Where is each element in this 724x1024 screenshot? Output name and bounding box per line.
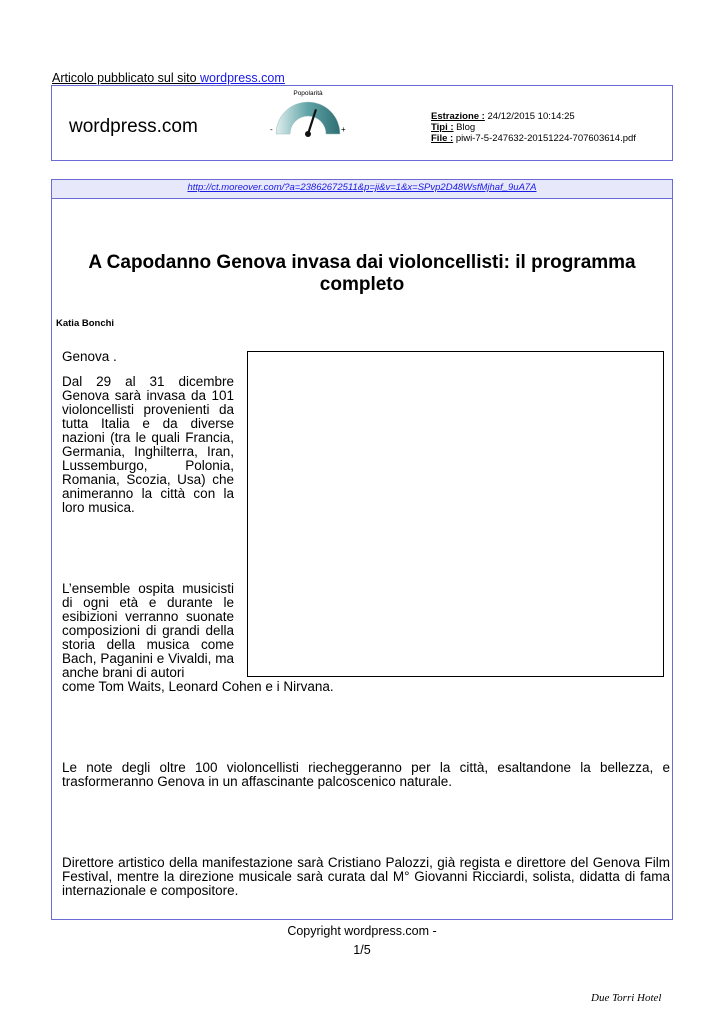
paragraph-notes: Le note degli oltre 100 violoncellisti riecheggeranno per la città, esaltandone la bellezza, e trasformeranno Genova in un affascinante palcoscenico naturale. — [62, 760, 670, 789]
tipi-value: Blog — [456, 122, 476, 133]
article-title: A Capodanno Genova invasa dai violoncellisti: il programma completo — [88, 252, 636, 295]
file-label: File : — [431, 133, 454, 144]
gauge-plus: + — [341, 125, 346, 134]
signature: Due Torri Hotel — [591, 992, 662, 1004]
article-url-bar — [52, 180, 672, 199]
site-link[interactable]: wordpress.com — [200, 71, 285, 85]
page-number: 1/5 — [353, 943, 371, 957]
popularity-gauge — [268, 90, 352, 140]
published-on-line — [52, 71, 285, 85]
article-image-placeholder — [247, 351, 664, 677]
gauge-title: Popolarità — [293, 90, 323, 97]
estrazione-value: 24/12/2015 10:14:25 — [487, 111, 575, 122]
source-logo: wordpress.com — [69, 116, 198, 137]
estrazione-label: Estrazione : — [431, 111, 485, 122]
published-prefix: Articolo pubblicato sul sito — [52, 71, 200, 85]
gauge-icon — [268, 98, 352, 140]
file-value: piwi-7-5-247632-20151224-707603614.pdf — [455, 133, 636, 144]
paragraph-location: Genova . — [62, 349, 117, 364]
paragraph-ensemble: L’ensemble ospita musicisti di ogni età e durante le esibizioni verranno suonate composizioni di grandi della storia della musica come Bach, Paganini e Vivaldi, ma anche brani di autori — [62, 581, 234, 680]
gauge-minus: - — [270, 125, 273, 134]
article-author: Katia Bonchi — [56, 318, 115, 329]
extraction-meta — [431, 111, 636, 144]
article-url-link[interactable]: http://ct.moreover.com/?a=23862672511&p=ji&v=1&x=SPvp2D48WsfMjhaf_9uA7A — [187, 182, 537, 193]
paragraph-intro: Dal 29 al 31 dicembre Genova sarà invasa da 101 violoncellisti provenienti da tutta Italia e da diverse nazioni (tra le quali Francia, Germania, Inghilterra, Iran, Lussemburgo, Polonia, Romania, Scozia, Usa) che animeranno la città con la loro musica. — [62, 374, 234, 515]
page-footer — [240, 922, 484, 960]
paragraph-director: Direttore artistico della manifestazione sarà Cristiano Palozzi, già regista e direttore del Genova Film Festival, mentre la direzione musicale sarà curata dal M° Giovanni Ricciardi, solista, didatta di fama internazionale e compositore. — [62, 855, 670, 898]
tipi-label: Tipi : — [431, 122, 454, 133]
copyright-text: Copyright wordpress.com - — [287, 924, 437, 938]
paragraph-ensemble-continued: come Tom Waits, Leonard Cohen e i Nirvana. — [62, 679, 334, 694]
